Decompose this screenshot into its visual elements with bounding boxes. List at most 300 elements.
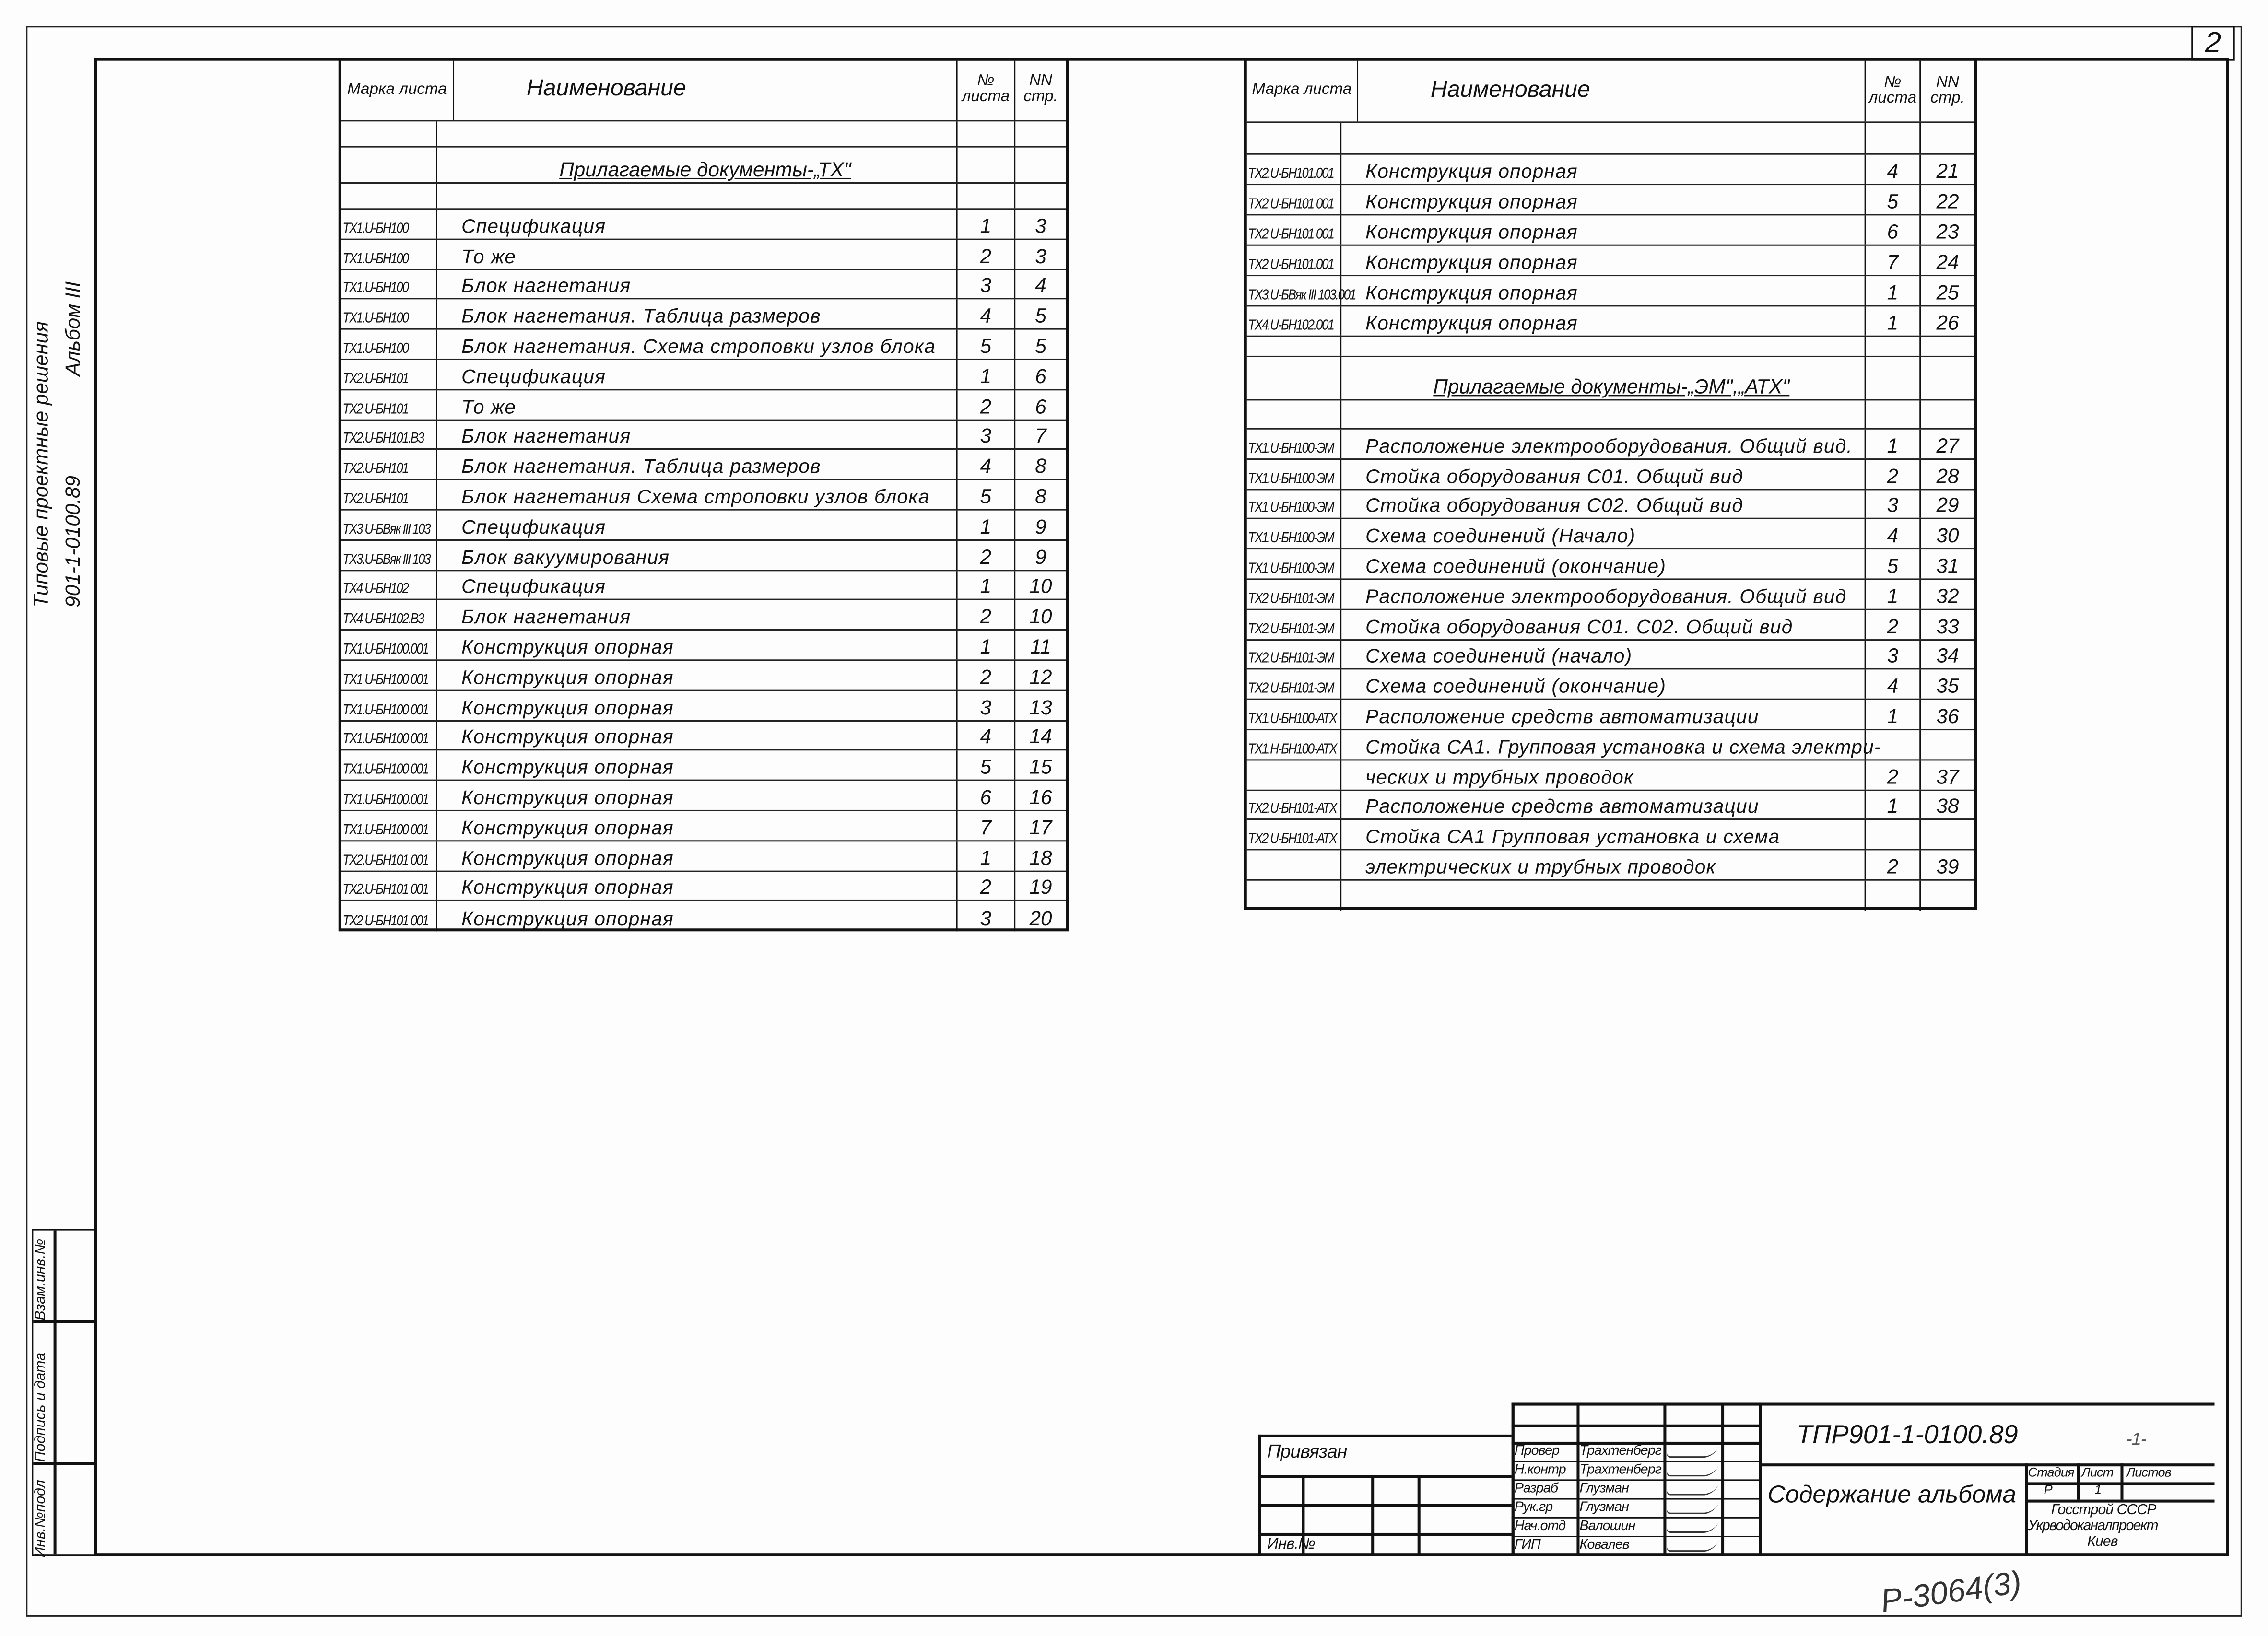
table-row	[341, 661, 1066, 691]
cell-name	[454, 148, 958, 182]
cell-sheet	[958, 631, 1016, 660]
cell-page	[1015, 61, 1066, 120]
cell-mark	[1247, 459, 1341, 488]
cell-mark-text: ТХ2.U-БН101 001	[342, 853, 428, 869]
cell-sheet	[1866, 459, 1921, 488]
cell-mark	[1247, 276, 1356, 305]
cell-name-text: ческих и трубных проводок	[1365, 766, 1634, 788]
cell-name-text: Блок нагнетания. Таблица размеров	[461, 305, 821, 327]
cell-page-text: 38	[1936, 794, 1959, 818]
cell-page	[1921, 61, 1974, 122]
cell-mark	[341, 360, 437, 389]
cell-mark	[1247, 730, 1341, 759]
cell-page-text: 9	[1035, 514, 1046, 538]
cell-name-text: Конструкция опорная	[461, 876, 674, 899]
cell-page	[1015, 781, 1066, 810]
cell-mark-text: ТХ4.U-БН102.001	[1248, 318, 1334, 334]
cell-page-text: 29	[1936, 493, 1959, 517]
cell-name	[454, 540, 958, 569]
cell-name-text: Прилагаемые документы-„ЭМ",„АТХ"	[1433, 374, 1790, 398]
cell-mark-text: ТХ3.U-БВяк III 103	[342, 551, 430, 568]
cell-name	[454, 811, 958, 840]
empty-row	[1247, 337, 1974, 357]
signature-name: Валошин	[1579, 1518, 1635, 1534]
cell-name-text: Блок нагнетания	[461, 606, 631, 628]
table-row	[1247, 430, 1974, 460]
cell-page-text: 13	[1029, 695, 1052, 718]
cell-page	[1921, 791, 1974, 819]
cell-mark-text: ТХ1.Н-БН100-АТХ	[1248, 741, 1337, 758]
cell-mark-text: ТХ1.U-БН100 001	[342, 732, 428, 748]
cell-mark-text: ТХ1.U-БН100-ЭМ	[1248, 531, 1334, 547]
cell-page-text: 20	[1029, 907, 1052, 930]
cell-page	[1921, 276, 1974, 305]
cell-page	[1921, 520, 1974, 549]
cell-mark-text: ТХ2 U-БН101-ЭМ	[1248, 681, 1334, 698]
cell-mark-text: ТХ2.U-БН101 001	[342, 882, 428, 899]
cell-page	[1015, 360, 1066, 389]
cell-sheet	[1866, 851, 1921, 879]
stamp-vzam-inv: Взам.инв.№	[33, 1239, 49, 1320]
cell-sheet	[1866, 185, 1921, 214]
cell-name-text: Конструкция опорная	[461, 726, 674, 748]
cell-sheet	[1866, 730, 1921, 759]
cell-mark-text: ТХ1.U-БН100 001	[342, 762, 428, 779]
cell-name-text: Блок нагнетания. Таблица размеров	[461, 456, 821, 478]
cell-name	[454, 480, 958, 509]
cell-sheet	[1866, 670, 1921, 699]
cell-name	[1358, 215, 1866, 244]
cell-sheet	[958, 841, 1016, 870]
cell-mark	[341, 721, 437, 750]
cell-sheet	[1866, 520, 1921, 549]
cell-sheet	[1866, 760, 1921, 789]
cell-sheet	[1866, 306, 1921, 335]
cell-name-text: Прилагаемые документы-„ТХ"	[559, 157, 851, 181]
cell-sheet	[958, 450, 1016, 479]
cell-page	[1015, 691, 1066, 720]
cell-mark	[1247, 306, 1341, 335]
table-row	[1247, 700, 1974, 730]
cell-mark	[1247, 550, 1341, 579]
cell-mark	[341, 240, 437, 269]
cell-name-text: Расположение электрооборудования. Общий вид.	[1365, 435, 1853, 457]
stage-value: Р	[2044, 1482, 2052, 1497]
cell-name	[1358, 730, 1881, 759]
cell-sheet-text: № листа	[962, 72, 1010, 106]
cell-mark-text: ТХ1.U-БН100 001	[342, 822, 428, 839]
cell-page	[1921, 357, 1974, 399]
cell-name	[1358, 337, 1866, 356]
cell-mark-text: ТХ1.U-БН100-АТХ	[1248, 711, 1337, 728]
cell-mark	[1247, 490, 1341, 518]
cell-sheet-text: 2	[980, 665, 992, 689]
cell-page	[1015, 751, 1066, 780]
signature-name: Глузман	[1579, 1499, 1629, 1516]
table-row	[341, 721, 1066, 751]
cell-mark-text: ТХ1.U-БН100	[342, 311, 408, 327]
document-title: Содержание альбома	[1767, 1481, 2017, 1508]
cell-name	[454, 901, 958, 932]
contents-table-right	[1244, 58, 1977, 910]
cell-page	[1921, 851, 1974, 879]
empty-row	[1247, 400, 1974, 429]
cell-sheet	[958, 571, 1016, 599]
sheet-label: Лист	[2081, 1465, 2114, 1480]
cell-name-text: Конструкция опорная	[461, 817, 674, 839]
cell-page-text: 5	[1035, 304, 1046, 327]
cell-sheet-text: 2	[1887, 854, 1899, 878]
cell-page-text: 14	[1029, 725, 1052, 748]
title-block	[1258, 1403, 2215, 1556]
cell-page-text: 10	[1029, 605, 1052, 628]
cell-sheet	[958, 540, 1016, 569]
cell-sheet-text: 2	[980, 605, 992, 628]
cell-name	[454, 751, 958, 780]
cell-mark-text: ТХ2 U-БН101 001	[1248, 227, 1334, 243]
cell-mark-text: ТХ1.U-БН100	[342, 281, 408, 297]
cell-sheet	[1866, 61, 1921, 122]
cell-mark-text: ТХ2.U-БН101.В3	[342, 431, 424, 448]
cell-name	[1358, 520, 1866, 549]
cell-mark-text: ТХ1.U-БН100.001	[342, 792, 428, 808]
archive-number: Р-3064(3)	[1878, 1564, 2024, 1619]
cell-sheet	[1866, 246, 1921, 275]
cell-name-text: Конструкция опорная	[461, 666, 674, 689]
cell-page-text: 19	[1029, 875, 1052, 899]
cell-sheet	[1866, 155, 1921, 184]
org-line2: Укрводоканалпроект	[2028, 1518, 2158, 1534]
cell-mark	[341, 601, 437, 630]
table-row	[341, 390, 1066, 421]
cell-sheet-text: № листа	[1868, 73, 1917, 106]
cell-mark	[1247, 851, 1341, 879]
cell-sheet	[958, 270, 1016, 299]
cell-page	[1921, 550, 1974, 579]
table-row	[1247, 490, 1974, 520]
signatures-grid	[1512, 1403, 1762, 1556]
cell-name	[1358, 61, 1866, 122]
cell-sheet	[1866, 337, 1921, 356]
cell-mark	[341, 450, 437, 479]
handwritten-signature	[1666, 1540, 1719, 1552]
cell-sheet	[958, 721, 1016, 750]
cell-name-text: Конструкция опорная	[461, 847, 674, 869]
cell-mark-text: ТХ2.U-БН101	[342, 461, 408, 478]
cell-name	[454, 300, 958, 328]
cell-name	[1358, 820, 1866, 849]
cell-sheet-text: 3	[980, 274, 992, 297]
table-row	[1247, 215, 1974, 245]
cell-name	[454, 601, 958, 630]
cell-page-text: 33	[1936, 614, 1959, 637]
cell-sheet-text: 2	[980, 544, 992, 568]
cell-page-text: 8	[1035, 484, 1046, 508]
header-row	[1247, 61, 1974, 123]
table-row	[341, 420, 1066, 450]
cell-mark	[1247, 820, 1341, 849]
cell-name	[454, 240, 958, 269]
cell-name-text: Стойка СА1 Групповая установка и схема	[1365, 826, 1780, 848]
cell-sheet-text: 5	[1887, 189, 1899, 213]
table-row	[341, 781, 1066, 811]
cell-mark-text: ТХ3 U-БВяк III 103	[342, 522, 430, 538]
table-row	[1247, 670, 1974, 701]
cell-name	[454, 121, 958, 146]
cell-mark	[341, 121, 437, 146]
cell-sheet	[958, 661, 1016, 689]
cell-sheet-text: 4	[1887, 524, 1899, 547]
cell-page-text: 21	[1936, 159, 1959, 183]
section-heading-row	[341, 148, 1066, 184]
cell-name	[1358, 670, 1866, 699]
cell-name	[1358, 459, 1866, 488]
cell-page	[1015, 300, 1066, 328]
signature-role: ГИП	[1514, 1537, 1540, 1554]
cell-sheet-text: 4	[1887, 674, 1899, 698]
table-row	[1247, 520, 1974, 550]
cell-page	[1015, 811, 1066, 840]
cell-name	[454, 210, 958, 238]
cell-page-text: 18	[1029, 845, 1052, 869]
cell-name-text: Стойка оборудования С01. Общий вид	[1365, 465, 1744, 487]
cell-mark-text: Марка листа	[347, 80, 447, 98]
side-caption-code: 901-1-0100.89	[60, 476, 84, 608]
cell-page	[1015, 631, 1066, 660]
cell-page-text: 17	[1029, 815, 1052, 839]
cell-mark-text: ТХ1.U-БН100	[342, 221, 408, 237]
cell-mark-text: ТХ1 U-БН100-ЭМ	[1248, 501, 1334, 517]
cell-name-text: Расположение электрооборудования. Общий вид	[1365, 585, 1847, 608]
cell-page-text: 10	[1029, 574, 1052, 598]
cell-mark	[1247, 246, 1341, 275]
cell-name	[1358, 851, 1866, 879]
cell-name	[1358, 791, 1866, 819]
empty-row	[1247, 123, 1974, 154]
cell-mark-text: ТХ2 U-БН101 001	[1248, 197, 1334, 213]
cell-page	[1921, 640, 1974, 669]
cell-name-text: То же	[461, 245, 517, 267]
cell-mark	[341, 540, 437, 569]
cell-name	[454, 631, 958, 660]
cell-sheet-text: 1	[980, 514, 992, 538]
cell-page	[1921, 881, 1974, 911]
table-row	[1247, 276, 1974, 306]
cell-mark	[341, 420, 437, 449]
cell-name	[1358, 246, 1866, 275]
cell-mark-text: ТХ1.U-БН100	[342, 341, 408, 357]
cell-page	[1015, 511, 1066, 539]
table-row	[341, 751, 1066, 781]
cell-mark	[1247, 400, 1341, 428]
cell-sheet-text: 3	[1887, 644, 1899, 667]
stage-label: Стадия	[2028, 1465, 2074, 1480]
cell-page	[1015, 871, 1066, 900]
cell-mark-text: ТХ1 U-БН100-ЭМ	[1248, 561, 1334, 577]
cell-name	[1358, 881, 1866, 911]
table-row	[341, 631, 1066, 661]
cell-sheet-text: 2	[980, 394, 992, 418]
cell-mark	[1247, 430, 1341, 458]
cell-page	[1015, 901, 1066, 932]
cell-page	[1015, 390, 1066, 419]
table-row	[1247, 459, 1974, 490]
table-row	[341, 270, 1066, 300]
cell-mark-text: ТХ1.U-БН100-ЭМ	[1248, 441, 1334, 457]
cell-page-text: 6	[1035, 394, 1046, 418]
handwritten-signature	[1666, 1484, 1719, 1495]
cell-page-text: 9	[1035, 544, 1046, 568]
cell-page	[1921, 820, 1974, 849]
cell-mark-text: ТХ1 U-БН100 001	[342, 672, 428, 689]
empty-row	[341, 121, 1066, 147]
side-caption	[26, 232, 93, 608]
cell-mark	[1247, 700, 1341, 729]
cell-page	[1015, 450, 1066, 479]
cell-name-text: Схема соединений (окончание)	[1365, 676, 1667, 698]
table-row	[341, 811, 1066, 841]
cell-name	[1358, 155, 1866, 184]
cell-sheet	[958, 781, 1016, 810]
cell-name	[454, 61, 958, 120]
cell-page-text: 25	[1936, 280, 1959, 304]
cell-sheet-text: 4	[1887, 159, 1899, 183]
table-row	[341, 360, 1066, 390]
cell-page	[1921, 760, 1974, 789]
cell-sheet-text: 2	[1887, 764, 1899, 788]
cell-name	[454, 691, 958, 720]
cell-page-text: 6	[1035, 364, 1046, 387]
cell-sheet-text: 1	[1887, 794, 1899, 818]
cell-name	[454, 571, 958, 599]
cell-name-text: Наименование	[526, 76, 686, 102]
table-row	[1247, 246, 1974, 276]
cell-page	[1015, 540, 1066, 569]
cell-name-text: Расположение средств автоматизации	[1365, 795, 1759, 818]
cell-name	[454, 661, 958, 689]
cell-sheet	[1866, 123, 1921, 153]
cell-page	[1921, 700, 1974, 729]
table-row	[1247, 730, 1974, 760]
cell-page-text: 8	[1035, 454, 1046, 478]
inv-no-label: Инв.№	[1267, 1535, 1315, 1554]
table-row	[1247, 881, 1974, 911]
cell-sheet	[1866, 357, 1921, 399]
cell-sheet	[1866, 700, 1921, 729]
cell-name	[454, 781, 958, 810]
cell-mark	[1247, 185, 1341, 214]
cell-mark-text: ТХ4 U-БН102.В3	[342, 612, 424, 628]
cell-name	[1358, 550, 1866, 579]
cell-sheet-text: 1	[1887, 280, 1899, 304]
cell-mark	[1247, 520, 1341, 549]
cell-sheet-text: 3	[980, 424, 992, 448]
cell-page-text: NN стр.	[1023, 72, 1058, 106]
cell-name-text: Конструкция опорная	[1365, 282, 1578, 304]
side-caption-line1: Типовые проектные решения	[29, 321, 52, 608]
cell-mark-text: ТХ1.U-БН100-ЭМ	[1248, 470, 1334, 487]
stamp-sign-date: Подпись и дата	[33, 1352, 49, 1462]
cell-page-text: 3	[1035, 213, 1046, 237]
table-row	[341, 480, 1066, 511]
cell-sheet	[958, 601, 1016, 630]
cell-name	[454, 420, 958, 449]
cell-name	[454, 721, 958, 750]
cell-page-text: 36	[1936, 704, 1959, 728]
cell-page	[1015, 330, 1066, 359]
cell-name-text: Конструкция опорная	[461, 696, 674, 718]
cell-sheet-text: 1	[1887, 704, 1899, 728]
cell-sheet-text: 2	[980, 244, 992, 267]
cell-page-text: 37	[1936, 764, 1959, 788]
table-row	[1247, 820, 1974, 851]
table-row	[341, 210, 1066, 240]
table-row	[1247, 185, 1974, 215]
cell-page	[1921, 580, 1974, 608]
cell-mark	[1247, 670, 1341, 699]
cell-mark	[341, 661, 437, 689]
cell-sheet-text: 5	[1887, 554, 1899, 577]
org-line1: Госстрой СССР	[2051, 1502, 2156, 1519]
table-row	[341, 540, 1066, 571]
cell-page	[1015, 480, 1066, 509]
cell-sheet	[1866, 610, 1921, 639]
cell-name-text: Конструкция опорная	[461, 908, 674, 930]
signature-role: Нач.отд	[1514, 1518, 1566, 1534]
cell-page-text: 5	[1035, 334, 1046, 357]
cell-name	[1358, 400, 1866, 428]
cell-page	[1921, 670, 1974, 699]
cell-mark	[1247, 357, 1341, 399]
cell-name	[1358, 760, 1866, 789]
cell-sheet-text: 3	[980, 695, 992, 718]
table-row	[341, 240, 1066, 270]
cell-name-text: Блок нагнетания Схема строповки узлов блока	[461, 486, 930, 508]
signature-name: Ковалев	[1579, 1537, 1629, 1554]
cell-name	[1358, 306, 1866, 335]
cell-mark	[1247, 580, 1341, 608]
cell-sheet-text: 1	[980, 213, 992, 237]
cell-name-text: Схема соединений (Начало)	[1365, 525, 1636, 547]
cell-sheet	[1866, 215, 1921, 244]
cell-mark	[1247, 215, 1341, 244]
cell-name-text: Конструкция опорная	[461, 756, 674, 779]
cell-page-text: 31	[1936, 554, 1959, 577]
cell-page-text: 24	[1936, 250, 1959, 274]
cell-name-text: Спецификация	[461, 516, 606, 538]
cell-sheet	[958, 148, 1016, 182]
cell-name-text: электрических и трубных проводок	[1365, 856, 1716, 878]
cell-mark-text: ТХ2 U-БН101	[342, 401, 408, 418]
table-row	[341, 841, 1066, 872]
cell-name	[1358, 123, 1866, 153]
cell-page	[1921, 155, 1974, 184]
side-stamp	[32, 1229, 95, 1556]
cell-mark-text: ТХ2 U-БН101 001	[342, 914, 428, 930]
cell-page	[1015, 240, 1066, 269]
cell-mark-text: ТХ2.U-БН101-АТХ	[1248, 802, 1337, 818]
cell-name	[454, 184, 958, 208]
cell-mark	[341, 691, 437, 720]
handwritten-signature	[1666, 1446, 1719, 1458]
cell-sheet	[958, 240, 1016, 269]
cell-name-text: То же	[461, 396, 517, 418]
cell-page-text: 11	[1030, 634, 1051, 658]
cell-mark	[1247, 760, 1341, 789]
cell-sheet	[958, 691, 1016, 720]
contents-table-left	[339, 58, 1069, 932]
cell-page-text: 28	[1936, 463, 1959, 487]
